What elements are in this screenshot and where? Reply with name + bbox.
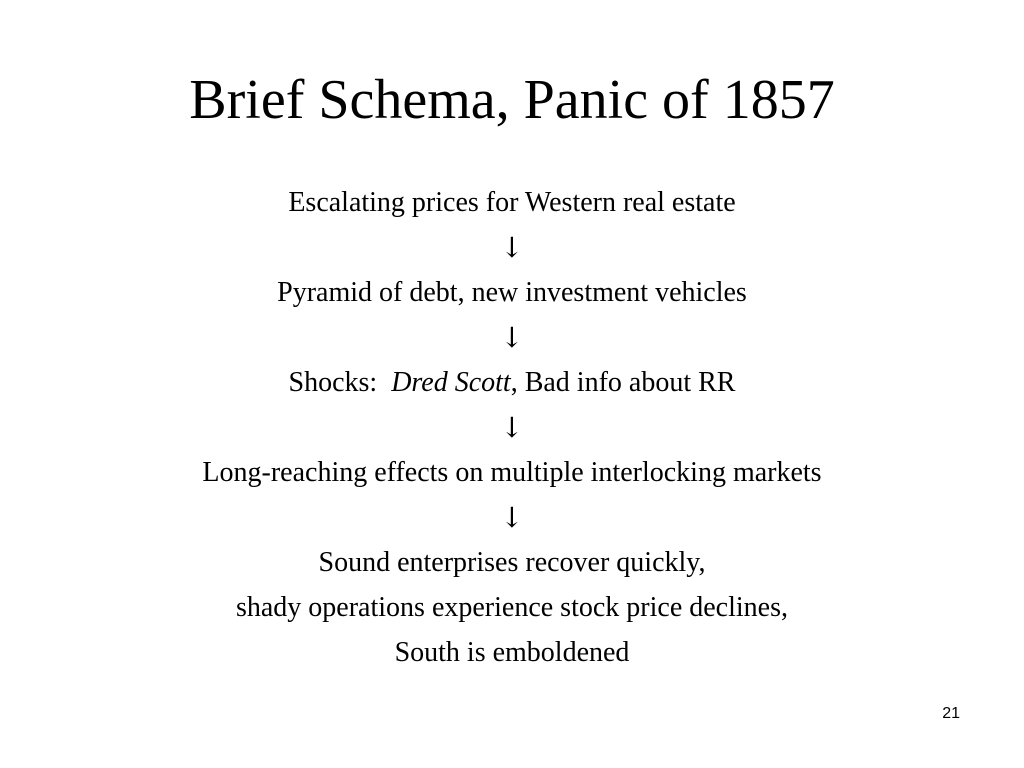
step-outcome-line-2: shady operations experience stock price declines, [235, 592, 788, 623]
down-arrow-icon: ↓ [500, 231, 524, 264]
schema-flow [0, 180, 1024, 675]
step-escalating-prices: Escalating prices for Western real estate [288, 187, 736, 218]
shocks-rest: , Bad info about RR [510, 367, 736, 398]
down-arrow-icon: ↓ [500, 501, 524, 534]
shocks-label: Shocks: [288, 367, 392, 398]
step-outcome-line-3: South is emboldened [394, 637, 630, 668]
step-outcome-line-1: Sound enterprises recover quickly, [318, 547, 706, 578]
page-number: 21 [942, 705, 960, 722]
step-shocks [0, 360, 1024, 405]
step-long-reaching-effects: Long-reaching effects on multiple interlocking markets [202, 457, 822, 488]
dred-scott-text: Dred Scott [391, 367, 511, 398]
down-arrow-icon: ↓ [500, 411, 524, 444]
slide-title: Brief Schema, Panic of 1857 [189, 69, 835, 131]
down-arrow-icon: ↓ [500, 321, 524, 354]
step-pyramid-of-debt: Pyramid of debt, new investment vehicles [277, 277, 747, 308]
